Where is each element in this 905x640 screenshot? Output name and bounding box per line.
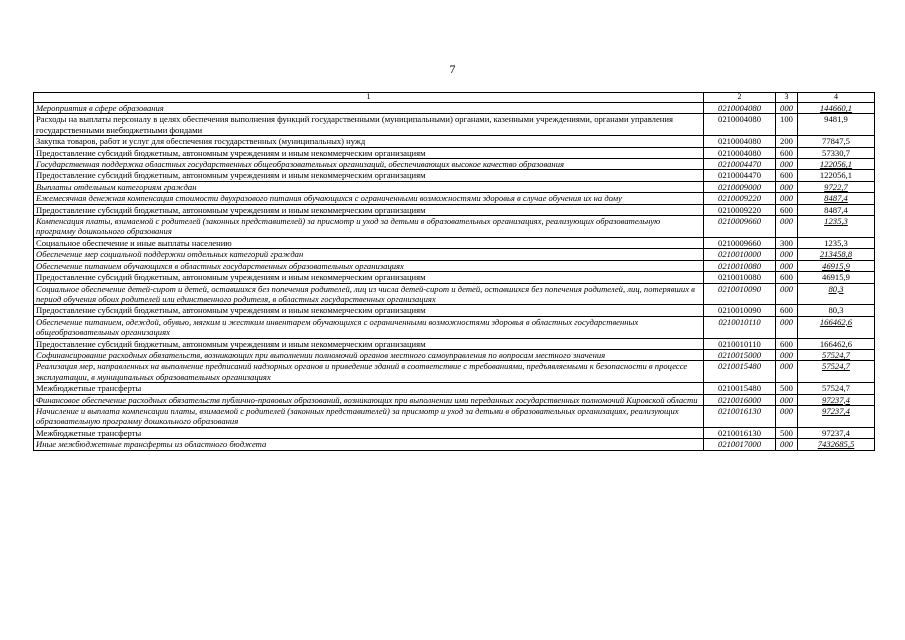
row-name-cell: Обеспечение мер социальной поддержки отдельных категорий граждан	[34, 249, 704, 260]
table-row	[34, 249, 875, 260]
table-row	[34, 383, 875, 394]
row-amount-cell: 9481,9	[798, 114, 875, 136]
table-row	[34, 260, 875, 271]
row-code-cell: 0210010110	[704, 316, 776, 338]
column-header: 1	[34, 93, 704, 103]
row-amount-cell: 80,3	[798, 283, 875, 305]
row-code-cell: 0210004080	[704, 147, 776, 158]
row-type-cell: 000	[776, 103, 798, 114]
row-code-cell: 0210010090	[704, 305, 776, 316]
row-code-cell: 0210004080	[704, 103, 776, 114]
row-name-cell: Предоставление субсидий бюджетным, автономным учреждениям и иным некоммерческим организациям	[34, 338, 704, 349]
row-type-cell: 000	[776, 349, 798, 360]
row-type-cell: 000	[776, 193, 798, 204]
row-code-cell: 0210009220	[704, 204, 776, 215]
row-amount-cell: 1235,3	[798, 216, 875, 238]
row-type-cell: 000	[776, 316, 798, 338]
row-type-cell: 000	[776, 394, 798, 405]
row-type-cell: 000	[776, 260, 798, 271]
page-number: 7	[449, 62, 456, 76]
row-amount-cell: 97237,4	[798, 405, 875, 427]
row-name-cell: Социальное обеспечение детей-сирот и детей, оставшихся без попечения родителей, лиц из числа детей-сирот и детей, оставшихся без попечения родителей, лиц, потерявших в период обучения обоих родителей или единственного родителя, в областных государственных организациях	[34, 283, 704, 305]
row-name-cell: Предоставление субсидий бюджетным, автономным учреждениям и иным некоммерческим организациям	[34, 272, 704, 283]
row-code-cell: 0210009000	[704, 181, 776, 192]
row-amount-cell: 166462,6	[798, 316, 875, 338]
row-type-cell: 500	[776, 427, 798, 438]
row-code-cell: 0210015000	[704, 349, 776, 360]
table-row	[34, 439, 875, 450]
row-name-cell: Государственная поддержка областных государственных общеобразовательных организаций, обеспечивающих высокое качество образования	[34, 159, 704, 170]
row-code-cell: 0210009220	[704, 193, 776, 204]
table-row	[34, 159, 875, 170]
column-header: 4	[798, 93, 875, 103]
header-row	[34, 93, 875, 103]
row-code-cell: 0210016000	[704, 394, 776, 405]
row-amount-cell: 57524,7	[798, 383, 875, 394]
row-code-cell: 0210017000	[704, 439, 776, 450]
row-amount-cell: 122056,1	[798, 159, 875, 170]
row-name-cell: Закупка товаров, работ и услуг для обеспечения государственных (муниципальных) нужд	[34, 136, 704, 147]
row-amount-cell: 46915,9	[798, 272, 875, 283]
row-name-cell: Финансовое обеспечение расходных обязательств публично-правовых образований, возникающих при выполнении ими переданных государственных полномочий Кировской области	[34, 394, 704, 405]
table-row	[34, 216, 875, 238]
table-row	[34, 427, 875, 438]
table-row	[34, 204, 875, 215]
row-amount-cell: 97237,4	[798, 394, 875, 405]
row-type-cell: 200	[776, 136, 798, 147]
table-row	[34, 305, 875, 316]
column-header: 3	[776, 93, 798, 103]
row-type-cell: 000	[776, 361, 798, 383]
row-amount-cell: 9722,7	[798, 181, 875, 192]
row-code-cell: 0210015480	[704, 361, 776, 383]
row-amount-cell: 166462,6	[798, 338, 875, 349]
row-type-cell: 000	[776, 216, 798, 238]
row-name-cell: Предоставление субсидий бюджетным, автономным учреждениям и иным некоммерческим организациям	[34, 305, 704, 316]
row-name-cell: Обеспечение питанием обучающихся в областных государственных образовательных организациях	[34, 260, 704, 271]
table-row	[34, 103, 875, 114]
row-amount-cell: 57524,7	[798, 349, 875, 360]
row-type-cell: 000	[776, 181, 798, 192]
row-code-cell: 0210016130	[704, 427, 776, 438]
row-type-cell: 000	[776, 159, 798, 170]
row-amount-cell: 8487,4	[798, 193, 875, 204]
row-code-cell: 0210004470	[704, 159, 776, 170]
table-row	[34, 237, 875, 248]
row-name-cell: Обеспечение питанием, одеждой, обувью, мягким и жестким инвентарем обучающихся с ограниченными возможностями здоровья в областных государственных общеобразовательных организациях	[34, 316, 704, 338]
row-type-cell: 000	[776, 283, 798, 305]
row-code-cell: 0210004470	[704, 170, 776, 181]
row-code-cell: 0210010110	[704, 338, 776, 349]
row-type-cell: 000	[776, 249, 798, 260]
table-row	[34, 338, 875, 349]
row-name-cell: Мероприятия в сфере образования	[34, 103, 704, 114]
row-name-cell: Межбюджетные трансферты	[34, 427, 704, 438]
row-name-cell: Предоставление субсидий бюджетным, автономным учреждениям и иным некоммерческим организациям	[34, 170, 704, 181]
row-name-cell: Социальное обеспечение и иные выплаты населению	[34, 237, 704, 248]
table-row	[34, 181, 875, 192]
row-amount-cell: 97237,4	[798, 427, 875, 438]
table-row	[34, 114, 875, 136]
row-type-cell: 600	[776, 170, 798, 181]
column-header: 2	[704, 93, 776, 103]
row-type-cell: 000	[776, 439, 798, 450]
row-type-cell: 500	[776, 383, 798, 394]
row-amount-cell: 144660,1	[798, 103, 875, 114]
row-name-cell: Иные межбюджетные трансферты из областного бюджета	[34, 439, 704, 450]
row-amount-cell: 57330,7	[798, 147, 875, 158]
table-row	[34, 193, 875, 204]
row-code-cell: 0210004080	[704, 114, 776, 136]
row-name-cell: Ежемесячная денежная компенсация стоимости двухразового питания обучающихся с ограниченными возможностями здоровья в случае обучения их на дому	[34, 193, 704, 204]
row-name-cell: Межбюджетные трансферты	[34, 383, 704, 394]
row-code-cell: 0210009660	[704, 216, 776, 238]
row-type-cell: 600	[776, 338, 798, 349]
row-code-cell: 0210010080	[704, 260, 776, 271]
row-type-cell: 600	[776, 272, 798, 283]
row-amount-cell: 80,3	[798, 305, 875, 316]
row-amount-cell: 46915,9	[798, 260, 875, 271]
budget-table	[33, 92, 875, 451]
row-code-cell: 0210016130	[704, 405, 776, 427]
row-name-cell: Реализация мер, направленных на выполнение предписаний надзорных органов и приведение зданий в соответствие с требованиями, предъявляемыми к безопасности в процессе эксплуатации, в муниципальных образовательных организациях	[34, 361, 704, 383]
row-code-cell: 0210010080	[704, 272, 776, 283]
row-code-cell: 0210015480	[704, 383, 776, 394]
row-amount-cell: 77847,5	[798, 136, 875, 147]
row-name-cell: Выплаты отдельным категориям граждан	[34, 181, 704, 192]
table-row	[34, 316, 875, 338]
row-type-cell: 600	[776, 147, 798, 158]
table-row	[34, 361, 875, 383]
table-row	[34, 136, 875, 147]
row-name-cell: Софинансирование расходных обязательств, возникающих при выполнении полномочий органов местного самоуправления по вопросам местного значения	[34, 349, 704, 360]
table-row	[34, 170, 875, 181]
row-amount-cell: 122056,1	[798, 170, 875, 181]
row-amount-cell: 1235,3	[798, 237, 875, 248]
row-name-cell: Предоставление субсидий бюджетным, автономным учреждениям и иным некоммерческим организациям	[34, 204, 704, 215]
row-code-cell: 0210010000	[704, 249, 776, 260]
row-amount-cell: 213458,8	[798, 249, 875, 260]
row-type-cell: 100	[776, 114, 798, 136]
row-amount-cell: 7432685,5	[798, 439, 875, 450]
row-name-cell: Начисление и выплата компенсации платы, взимаемой с родителей (законных представителей) за присмотр и уход за детьми в образовательных организациях, реализующих образовательную программу дошкольного образования	[34, 405, 704, 427]
row-amount-cell: 8487,4	[798, 204, 875, 215]
table-row	[34, 283, 875, 305]
table-row	[34, 349, 875, 360]
row-name-cell: Расходы на выплаты персоналу в целях обеспечения выполнения функций государственными (муниципальными) органами, казенными учреждениями, органами управления государственными внебюджетными фондами	[34, 114, 704, 136]
table-row	[34, 394, 875, 405]
row-type-cell: 600	[776, 305, 798, 316]
row-name-cell: Предоставление субсидий бюджетным, автономным учреждениям и иным некоммерческим организациям	[34, 147, 704, 158]
row-type-cell: 000	[776, 405, 798, 427]
row-code-cell: 0210009660	[704, 237, 776, 248]
row-code-cell: 0210010090	[704, 283, 776, 305]
table-row	[34, 272, 875, 283]
row-type-cell: 600	[776, 204, 798, 215]
row-type-cell: 300	[776, 237, 798, 248]
row-code-cell: 0210004080	[704, 136, 776, 147]
table-row	[34, 405, 875, 427]
row-amount-cell: 57524,7	[798, 361, 875, 383]
row-name-cell: Компенсация платы, взимаемой с родителей (законных представителей) за присмотр и уход за детьми в образовательных организациях, реализующих образовательную программу дошкольного образования	[34, 216, 704, 238]
table-row	[34, 147, 875, 158]
